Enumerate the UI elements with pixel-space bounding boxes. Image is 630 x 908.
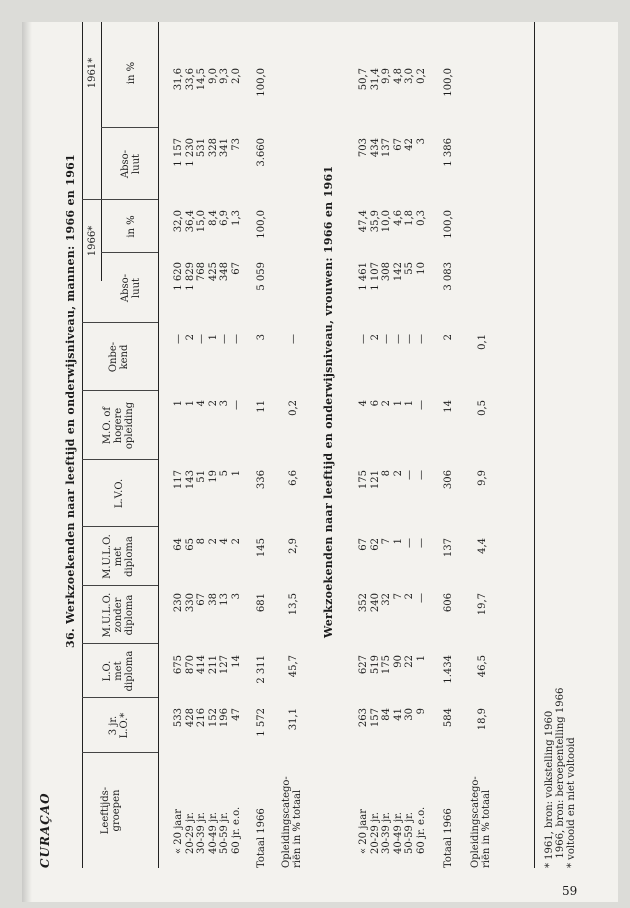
table-cell: 196 — [219, 708, 231, 728]
women-total-cell: 3 083 — [443, 262, 454, 291]
header-mulo-met: M.U.L.O. met diploma — [102, 534, 135, 579]
table-cell: 2 — [207, 538, 219, 545]
table-cell: 35,9 — [369, 210, 381, 233]
rotated-table-area — [30, 22, 610, 868]
table-cell: 4,8 — [392, 68, 404, 84]
table-cell: — — [392, 334, 404, 344]
table-cell: 121 — [369, 470, 381, 490]
table-cell: — — [415, 400, 427, 410]
men-total-label: Totaal 1966 — [256, 808, 267, 868]
women-total-label: Totaal 1966 — [443, 808, 454, 868]
table-cell: — — [230, 334, 242, 344]
country-header: CURAÇAO — [38, 792, 52, 868]
table-cell: 31,6 — [173, 68, 184, 91]
table-cell: 9,3 — [219, 68, 231, 84]
table-cell: 2 — [392, 470, 404, 477]
table-cell: 9 — [415, 708, 427, 715]
table-cell: 50,7 — [358, 68, 369, 91]
table-cell: 531 — [196, 138, 208, 158]
footnote-line: * 1961, bron: volkstelling 1960 — [544, 710, 555, 868]
women-column-pct66 — [358, 210, 428, 253]
women-column-lvo — [358, 470, 428, 527]
table-cell: 533 — [173, 708, 184, 728]
table-cell: 211 — [207, 655, 219, 675]
table-cell: 2 — [381, 400, 393, 407]
men-column-pct66 — [173, 210, 243, 253]
table-cell: 22 — [404, 655, 416, 668]
men-pct-cell: 31,1 — [288, 708, 299, 731]
men-total-cell: 681 — [256, 593, 267, 613]
header-onbekend: Onbe- kend — [108, 341, 130, 373]
men-column-mulo_met — [173, 538, 243, 586]
header-age-groups: Leeftijds- groepen — [100, 786, 122, 835]
table-cell: 1,8 — [404, 210, 416, 226]
age-group-label: « 20 jaar — [173, 808, 184, 854]
table-cell: — — [404, 538, 416, 548]
men-column-pct61 — [173, 68, 243, 128]
table-cell: 9,9 — [381, 68, 393, 84]
year-subheader-rule — [101, 22, 102, 281]
table-cell: 2 — [230, 538, 242, 545]
table-cell: 1 — [392, 538, 404, 545]
men-total-cell: 2 311 — [256, 655, 267, 684]
table-cell: 675 — [173, 655, 184, 675]
table-cell: — — [358, 334, 369, 344]
table-cell: 4 — [219, 538, 231, 545]
men-pct-cell: 2,9 — [288, 538, 299, 554]
table-cell: 519 — [369, 655, 381, 675]
table1-title: 36. Werkzoekenden naar leeftijd en onderwijsniveau, mannen: 1966 en 1961 — [64, 153, 77, 648]
table-cell: 870 — [184, 655, 196, 675]
table-cell: — — [219, 334, 231, 344]
table-cell: 19 — [207, 470, 219, 483]
table-cell: 142 — [392, 262, 404, 282]
table-cell: 73 — [230, 138, 242, 151]
women-column-mulo_met — [358, 538, 428, 586]
table-cell: 137 — [381, 138, 393, 158]
women-pct-cell: 4,4 — [477, 538, 488, 554]
header-lo3: 3 jr. L.O.* — [108, 712, 130, 739]
table-cell: — — [415, 538, 427, 548]
men-total-cell: 3.660 — [256, 138, 267, 167]
table-cell: 3 — [219, 400, 231, 407]
men-pct-cell: 6,6 — [288, 470, 299, 486]
table-cell: — — [230, 400, 242, 410]
table-cell: 1,3 — [230, 210, 242, 226]
table-cell: — — [381, 334, 393, 344]
table-cell: 428 — [184, 708, 196, 728]
men-total-cell: 100,0 — [256, 68, 267, 97]
men-column-onbekend — [173, 334, 243, 391]
table-cell: — — [415, 334, 427, 344]
table-cell: — — [404, 334, 416, 344]
table-cell: — — [196, 334, 208, 344]
table-cell: 328 — [207, 138, 219, 158]
women-column-abs61 — [358, 138, 428, 200]
age-group-label: 50-59 jr. — [404, 812, 416, 854]
table-cell: 38 — [207, 593, 219, 606]
table-cell: 62 — [369, 538, 381, 551]
table-cell: 55 — [404, 262, 416, 275]
table-cell: 175 — [381, 655, 393, 675]
header-mo: M.O. of hogere opleiding — [102, 401, 135, 450]
age-group-label: 40-49 jr. — [207, 812, 219, 854]
women-column-onbekend — [358, 334, 428, 391]
table-cell: — — [404, 470, 416, 480]
table-cell: 0,2 — [415, 68, 427, 84]
table-cell: 341 — [219, 138, 231, 158]
men-column-abs66 — [173, 262, 243, 323]
men-total-cell: 336 — [256, 470, 267, 490]
table-cell: 1 620 — [173, 262, 184, 291]
women-total-cell: 100,0 — [443, 68, 454, 97]
table-cell: 4 — [358, 400, 369, 407]
men-column-lo_diploma — [173, 655, 243, 698]
table-cell: 152 — [207, 708, 219, 728]
table-cell: 216 — [196, 708, 208, 728]
table-cell: 1 — [207, 334, 219, 341]
table-cell: 1 829 — [184, 262, 196, 291]
table-cell: 0,3 — [415, 210, 427, 226]
men-total-cell: 145 — [256, 538, 267, 558]
table-bottom-rule — [534, 22, 535, 868]
table-cell: — — [173, 334, 184, 344]
table-cell: 67 — [358, 538, 369, 551]
header-year-1966: 1966* — [87, 225, 98, 257]
women-total-cell: 100,0 — [443, 210, 454, 239]
women-pct-cell: 9,9 — [477, 470, 488, 486]
men-age-group-labels — [173, 807, 243, 854]
men-column-mulo_zonder — [173, 593, 243, 644]
table-cell: 768 — [196, 262, 208, 282]
table-cell: 3 — [415, 138, 427, 145]
women-column-lo_diploma — [358, 655, 428, 698]
table-cell: 3,0 — [404, 68, 416, 84]
table-cell: 175 — [358, 470, 369, 490]
age-group-label: 60 jr. e.o. — [230, 806, 242, 854]
women-pct-label: Opleidingscatego- riën in % totaal — [470, 776, 492, 868]
table-cell: 240 — [369, 593, 381, 613]
table-cell: 2 — [207, 400, 219, 407]
table-cell: 67 — [196, 593, 208, 606]
header-absoluut-1961: Abso- luut — [120, 149, 142, 179]
table-cell: 13 — [219, 593, 231, 606]
table-cell: 2,0 — [230, 68, 242, 84]
table-cell: 31,4 — [369, 68, 381, 91]
table-cell: 434 — [369, 138, 381, 158]
table-cell: 4,6 — [392, 210, 404, 226]
table-cell: 14,5 — [196, 68, 208, 91]
men-total-cell: 11 — [256, 400, 267, 413]
header-year-1961: 1961* — [87, 57, 98, 89]
table-cell: 1 — [392, 400, 404, 407]
header-bottom-rule — [158, 22, 159, 868]
women-pct-cell: 0,1 — [477, 334, 488, 350]
table-cell: 4 — [196, 400, 208, 407]
age-group-label: 50-59 jr. — [219, 812, 231, 854]
men-total-cell: 1 572 — [256, 708, 267, 737]
table-cell: 2 — [184, 334, 196, 341]
age-group-label: 20-29 jr. — [369, 812, 381, 854]
table-cell: 1 461 — [358, 262, 369, 291]
header-lvo: L.V.O. — [114, 478, 125, 509]
table-cell: 41 — [392, 708, 404, 721]
header-pct-1966: in % — [126, 215, 137, 238]
women-total-cell: 606 — [443, 593, 454, 613]
table-cell: 10,0 — [381, 210, 393, 233]
men-column-lvo — [173, 470, 243, 527]
table-cell: 627 — [358, 655, 369, 675]
table-cell: 425 — [207, 262, 219, 282]
table-cell: 414 — [196, 655, 208, 675]
age-group-label: 20-29 jr. — [184, 812, 196, 854]
table-cell: 1 — [415, 655, 427, 662]
table-cell: 7 — [381, 538, 393, 545]
women-pct-cell: 46,5 — [477, 655, 488, 678]
table-cell: 117 — [173, 470, 184, 490]
table-cell: 1 157 — [173, 138, 184, 167]
table-cell: 8 — [381, 470, 393, 477]
age-group-label: 40-49 jr. — [392, 812, 404, 854]
document-page — [22, 22, 618, 902]
table-cell: 8 — [196, 538, 208, 545]
men-total-cell: 100,0 — [256, 210, 267, 239]
table-cell: 64 — [173, 538, 184, 551]
women-total-cell: 137 — [443, 538, 454, 558]
table-cell: 2 — [369, 334, 381, 341]
age-group-label: 30-39 jr. — [381, 812, 393, 854]
men-pct-cell: 13,5 — [288, 593, 299, 616]
table-cell: 32,0 — [173, 210, 184, 233]
women-column-abs66 — [358, 262, 428, 323]
table-cell: 67 — [392, 138, 404, 151]
table-cell: 1 230 — [184, 138, 196, 167]
men-total-cell: 5 059 — [256, 262, 267, 291]
table-cell: 1 107 — [369, 262, 381, 291]
women-pct-cell: 19,7 — [477, 593, 488, 616]
men-total-cell: 3 — [256, 334, 267, 341]
table-cell: 33,6 — [184, 68, 196, 91]
table2-title: Werkzoekenden naar leeftijd en onderwijsniveau, vrouwen: 1966 en 1961 — [322, 165, 335, 638]
table-cell: 47 — [230, 708, 242, 721]
table-cell: 1 — [184, 400, 196, 407]
men-column-mo — [173, 400, 243, 460]
table-cell: 127 — [219, 655, 231, 675]
table-cell: 84 — [381, 708, 393, 721]
table-cell: 6,9 — [219, 210, 231, 226]
men-pct-cell: 0,2 — [288, 400, 299, 416]
table-cell: 67 — [230, 262, 242, 275]
women-column-lo3 — [358, 708, 428, 753]
men-column-abs61 — [173, 138, 243, 200]
men-pct-cell: — — [288, 334, 299, 344]
table-cell: 1 — [230, 470, 242, 477]
table-cell: 143 — [184, 470, 196, 490]
table-cell: 230 — [173, 593, 184, 613]
table-cell: 47,4 — [358, 210, 369, 233]
table-cell: 8,4 — [207, 210, 219, 226]
women-pct-cell: 0,5 — [477, 400, 488, 416]
header-pct-1961: in % — [126, 61, 137, 85]
table-cell: 51 — [196, 470, 208, 483]
table-cell: 352 — [358, 593, 369, 613]
table-cell: 2 — [404, 593, 416, 600]
footnote-line: 1966, bron: beroepentelling 1966 — [555, 687, 566, 868]
table-cell: 36,4 — [184, 210, 196, 233]
table-cell: 1 — [404, 400, 416, 407]
table-cell: 703 — [358, 138, 369, 158]
table-cell: 157 — [369, 708, 381, 728]
women-total-cell: 14 — [443, 400, 454, 413]
table-top-rule — [82, 22, 83, 868]
table-cell: 6 — [369, 400, 381, 407]
age-group-label: 30-39 jr. — [196, 812, 208, 854]
women-age-group-labels — [358, 807, 428, 854]
table-cell: 10 — [415, 262, 427, 275]
table-cell: 32 — [381, 593, 393, 606]
table-cell: 15,0 — [196, 210, 208, 233]
table-cell: 9,0 — [207, 68, 219, 84]
header-mulo-zonder: M.U.L.O. zonder diploma — [102, 592, 135, 638]
page-number: 59 — [562, 884, 578, 898]
women-column-pct61 — [358, 68, 428, 128]
women-total-cell: 2 — [443, 334, 454, 341]
table-cell: — — [415, 593, 427, 603]
men-column-lo3 — [173, 708, 243, 753]
women-column-mo — [358, 400, 428, 460]
table-cell: 348 — [219, 262, 231, 282]
footnote-line: * voltooid en niet voltooid — [566, 737, 577, 868]
footnotes — [544, 688, 577, 868]
table-cell: 14 — [230, 655, 242, 668]
table-cell: — — [415, 470, 427, 480]
table-cell: 330 — [184, 593, 196, 613]
women-column-mulo_zonder — [358, 593, 428, 644]
men-pct-cell: 45,7 — [288, 655, 299, 678]
table-cell: 90 — [392, 655, 404, 668]
table-cell: 42 — [404, 138, 416, 151]
age-group-label: « 20 jaar — [358, 808, 369, 854]
table-cell: 3 — [230, 593, 242, 600]
age-group-label: 60 jr. e.o. — [415, 806, 427, 854]
women-total-cell: 306 — [443, 470, 454, 490]
header-absoluut-1966: Abso- luut — [120, 273, 142, 303]
table-cell: 65 — [184, 538, 196, 551]
men-pct-label: Opleidingscatego- riën in % totaal — [281, 776, 303, 868]
women-pct-cell: 18,9 — [477, 708, 488, 731]
women-total-cell: 1 386 — [443, 138, 454, 167]
table-cell: 7 — [392, 593, 404, 600]
header-lo-diploma: L.O. met diploma — [102, 650, 135, 692]
women-total-cell: 1.434 — [443, 655, 454, 684]
table-cell: 1 — [173, 400, 184, 407]
table-cell: 263 — [358, 708, 369, 728]
women-total-cell: 584 — [443, 708, 454, 728]
table-cell: 5 — [219, 470, 231, 477]
table-cell: 30 — [404, 708, 416, 721]
table-cell: 308 — [381, 262, 393, 282]
